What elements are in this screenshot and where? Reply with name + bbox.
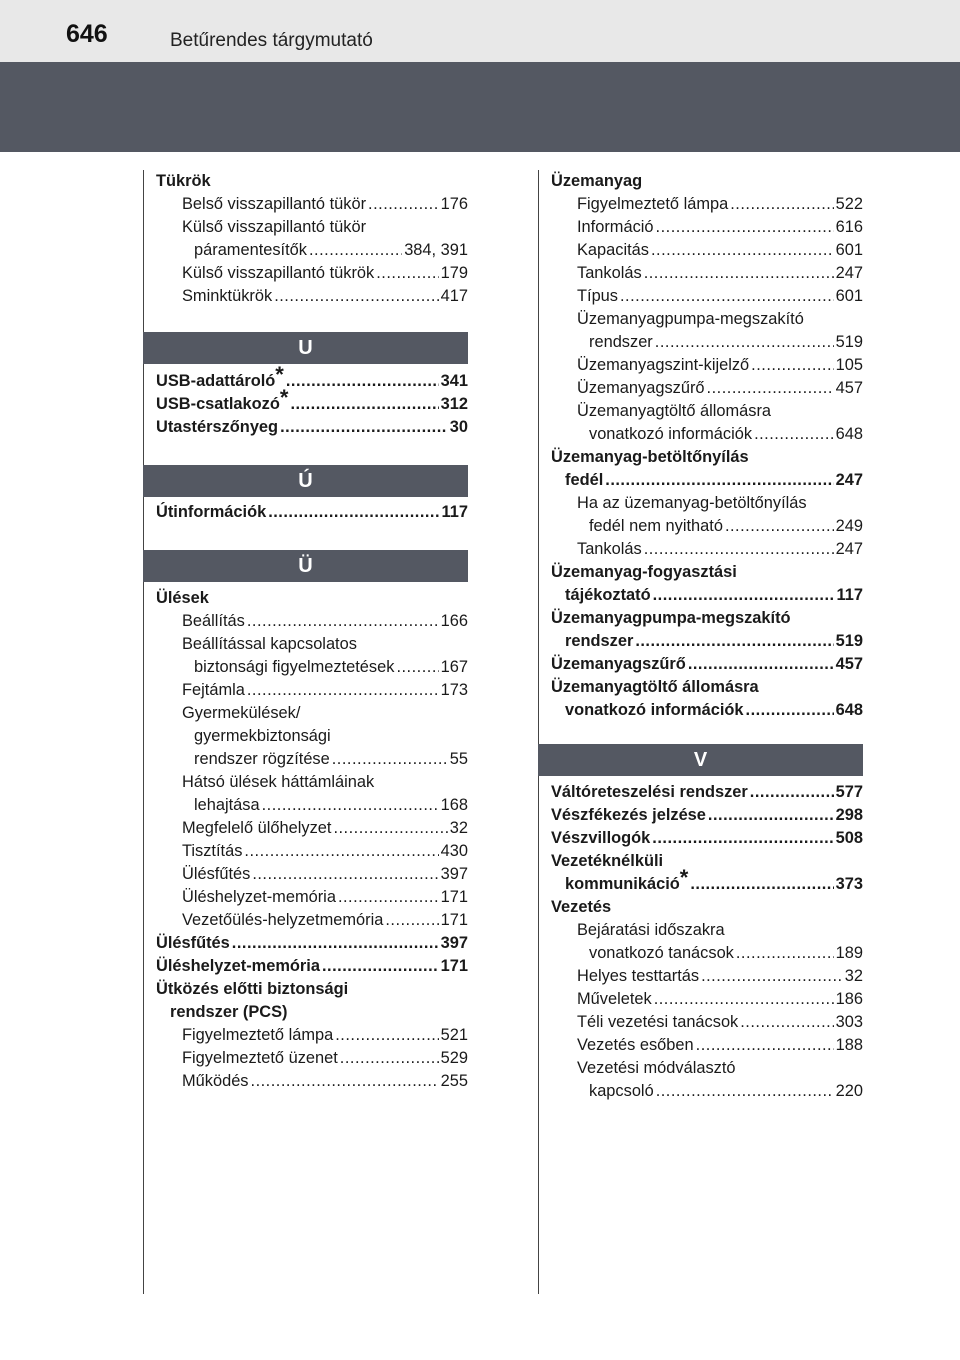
- index-entry: vonatkozó információk ..... 648: [551, 699, 863, 722]
- index-heading: Ütközés előtti biztonsági: [156, 980, 349, 998]
- index-entry: kapcsoló ..... 220: [551, 1080, 863, 1103]
- index-heading: Ülések: [156, 589, 209, 607]
- index-entry: Helyes testtartás ..... 32: [551, 965, 863, 988]
- index-entry: Üléshelyzet-memória ..... 171: [156, 886, 468, 909]
- index-entry: tájékoztató ..... 117: [551, 584, 863, 607]
- index-heading: Tükrök: [156, 172, 211, 190]
- index-heading: Üzemanyag-betöltőnyílás: [551, 448, 749, 466]
- index-entry: Bejáratási időszakra: [577, 921, 725, 939]
- index-entry: Tankolás ..... 247: [551, 262, 863, 285]
- index-entry: Kapacitás ..... 601: [551, 239, 863, 262]
- left-column-u: [156, 362, 468, 439]
- index-entry: Típus ..... 601: [551, 285, 863, 308]
- index-entry: USB-csatlakozó* ..... 312: [156, 393, 468, 416]
- index-entry: Vészvillogók ..... 508: [551, 827, 863, 850]
- index-entry: Üzemanyagszűrő ..... 457: [551, 653, 863, 676]
- index-entry: Tisztítás ..... 430: [156, 840, 468, 863]
- index-entry: Megfelelő ülőhelyzet ..... 32: [156, 817, 468, 840]
- index-entry: biztonsági figyelmeztetések ..... 167: [156, 656, 468, 679]
- left-column-u-acute: [156, 501, 468, 524]
- index-entry: lehajtása ..... 168: [156, 794, 468, 817]
- index-entry: páramentesítők ..... 384, 391: [156, 239, 468, 262]
- index-heading: Vezetés: [551, 898, 612, 916]
- index-entry: Téli vezetési tanácsok ..... 303: [551, 1011, 863, 1034]
- index-entry: rendszer ..... 519: [551, 331, 863, 354]
- index-entry: gyermekbiztonsági: [194, 727, 331, 745]
- index-entry: Üzemanyagpumpa-megszakító: [577, 310, 804, 328]
- index-entry: USB-adattároló* ..... 341: [156, 370, 468, 393]
- index-entry: fedél ..... 247: [551, 469, 863, 492]
- right-column-rule: [538, 170, 539, 1294]
- index-entry: Információ ..... 616: [551, 216, 863, 239]
- index-entry: rendszer rögzítése ..... 55: [156, 748, 468, 771]
- index-entry: Belső visszapillantó tükör ..... 176: [156, 193, 468, 216]
- letter-band-u-umlaut: Ü: [143, 550, 468, 582]
- index-entry: vonatkozó információk ..... 648: [551, 423, 863, 446]
- index-entry: Útinformációk ..... 117: [156, 501, 468, 524]
- index-entry: Üléshelyzet-memória ..... 171: [156, 955, 468, 978]
- letter-band-u-acute: Ú: [143, 465, 468, 497]
- index-entry: Vezetőülés-helyzetmemória ..... 171: [156, 909, 468, 932]
- index-entry: Utastérszőnyeg ..... 30: [156, 416, 468, 439]
- index-entry: Vészfékezés jelzése ..... 298: [551, 804, 863, 827]
- index-entry: kommunikáció* ..... 373: [551, 873, 863, 896]
- header-strip: [0, 0, 960, 62]
- right-column: [551, 170, 863, 722]
- index-entry: Üzemanyagszűrő ..... 457: [551, 377, 863, 400]
- index-entry: Fejtámla ..... 173: [156, 679, 468, 702]
- index-entry: Figyelmeztető üzenet ..... 529: [156, 1047, 468, 1070]
- index-heading: rendszer (PCS): [170, 1003, 288, 1021]
- index-entry: Ülésfűtés ..... 397: [156, 932, 468, 955]
- index-entry: Sminktükrök ..... 417: [156, 285, 468, 308]
- index-entry: Vezetés esőben ..... 188: [551, 1034, 863, 1057]
- right-column-v: [551, 781, 863, 1103]
- index-entry: Külső visszapillantó tükrök ..... 179: [156, 262, 468, 285]
- index-entry: Működés ..... 255: [156, 1070, 468, 1093]
- index-entry: rendszer ..... 519: [551, 630, 863, 653]
- index-entry: Beállítás ..... 166: [156, 610, 468, 633]
- index-entry: Hátsó ülések háttámláinak: [182, 773, 375, 791]
- index-entry: Vezetési módválasztó: [577, 1059, 736, 1077]
- index-heading: Üzemanyagpumpa-megszakító: [551, 609, 791, 627]
- left-column: [156, 170, 468, 308]
- left-column-u-umlaut: [156, 587, 468, 1093]
- index-heading: Vezetéknélküli: [551, 852, 664, 870]
- index-entry: vonatkozó tanácsok ..... 189: [551, 942, 863, 965]
- letter-band-v: V: [538, 744, 863, 776]
- index-entry: Ha az üzemanyag-betöltőnyílás: [577, 494, 807, 512]
- index-entry: Tankolás ..... 247: [551, 538, 863, 561]
- index-entry: Figyelmeztető lámpa ..... 521: [156, 1024, 468, 1047]
- section-title: Betűrendes tárgymutató: [170, 30, 373, 51]
- index-entry: Figyelmeztető lámpa ..... 522: [551, 193, 863, 216]
- index-entry: fedél nem nyitható ..... 249: [551, 515, 863, 538]
- index-entry: Külső visszapillantó tükör: [182, 218, 367, 236]
- letter-band-u: U: [143, 332, 468, 364]
- index-entry: Műveletek ..... 186: [551, 988, 863, 1011]
- index-entry: Ülésfűtés ..... 397: [156, 863, 468, 886]
- index-entry: Gyermekülések/: [182, 704, 301, 722]
- index-entry: Váltóreteszelési rendszer ..... 577: [551, 781, 863, 804]
- index-heading: Üzemanyag: [551, 172, 643, 190]
- index-heading: Üzemanyagtöltő állomásra: [551, 678, 759, 696]
- header-band: [0, 62, 960, 152]
- index-heading: Üzemanyag-fogyasztási: [551, 563, 737, 581]
- index-entry: Üzemanyagtöltő állomásra: [577, 402, 772, 420]
- index-entry: Beállítással kapcsolatos: [182, 635, 357, 653]
- page-number: 646: [66, 20, 108, 48]
- index-entry: Üzemanyagszint-kijelző ..... 105: [551, 354, 863, 377]
